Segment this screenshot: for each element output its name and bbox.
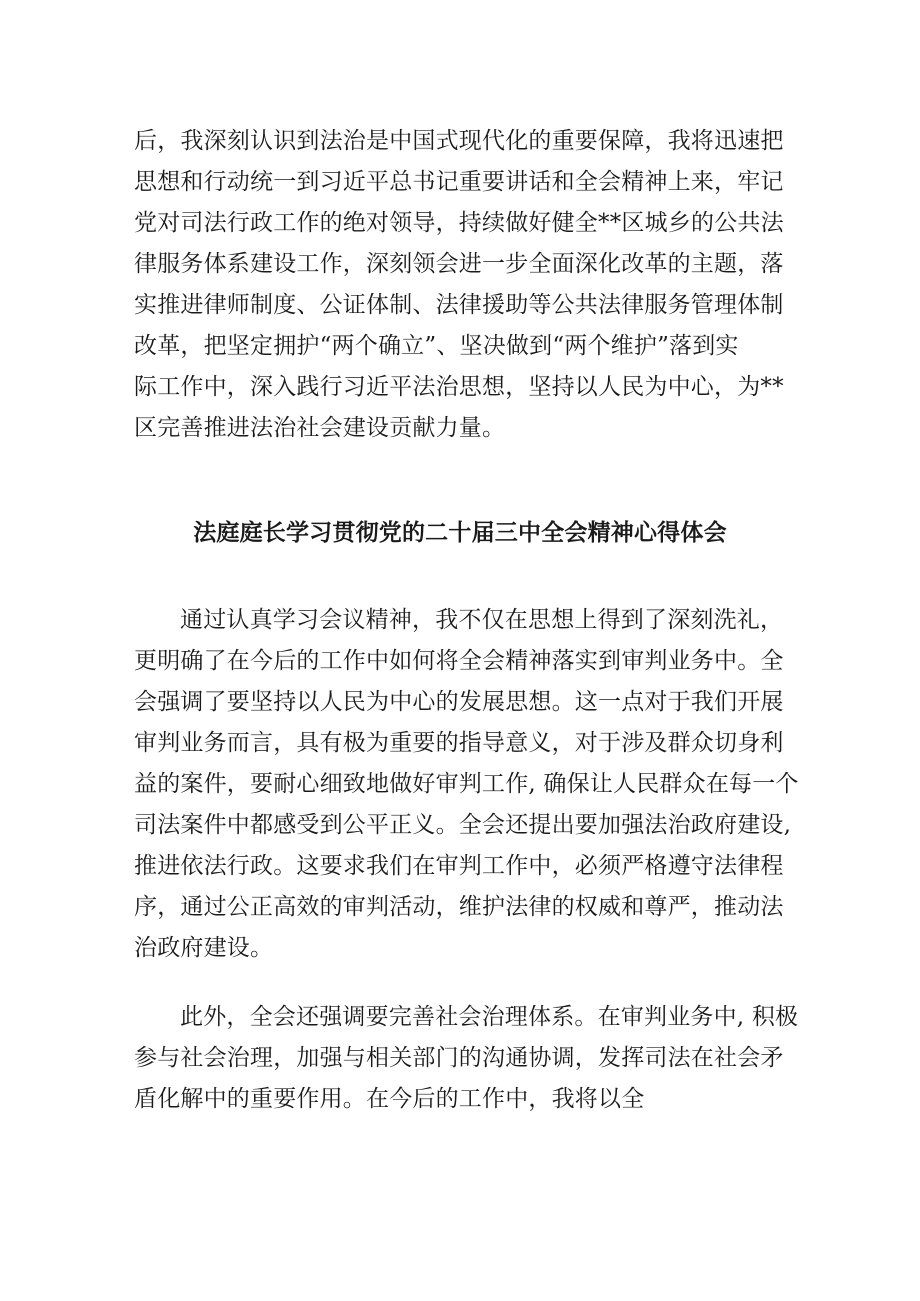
paragraph-line: 实推进律师制度、公证体制、法律援助等公共法律服务管理体制 xyxy=(134,292,784,318)
paragraph-line: 序，通过公正高效的审判活动，维护法律的权威和尊严，推动法 xyxy=(134,894,784,920)
paragraph-line: 改革，把坚定拥护“两个确立”、坚决做到“两个维护”落到实 xyxy=(134,333,739,359)
paragraph-line: 此外，全会还强调要完善社会治理体系。在审判业务中, 积极 xyxy=(180,1004,799,1030)
paragraph-line: 会强调了要坚持以人民为中心的发展思想。这一点对于我们开展 xyxy=(134,689,784,715)
article-title: 法庭庭长学习贯彻党的二十届三中全会精神心得体会 xyxy=(193,519,727,546)
paragraph-line: 更明确了在今后的工作中如何将全会精神落实到审判业务中。全 xyxy=(134,648,784,674)
paragraph-line: 治政府建设。 xyxy=(134,935,274,961)
paragraph-line: 际工作中，深入践行习近平法治思想，坚持以人民为中心，为** xyxy=(134,374,784,400)
paragraph-line: 司法案件中都感受到公平正义。全会还提出要加强法治政府建设, xyxy=(134,812,792,838)
paragraph-line: 参与社会治理，加强与相关部门的沟通协调，发挥司法在社会矛 xyxy=(134,1045,784,1071)
paragraph-line: 党对司法行政工作的绝对领导，持续做好健全**区城乡的公共法 xyxy=(134,210,784,236)
paragraph-line: 后，我深刻认识到法治是中国式现代化的重要保障，我将迅速把 xyxy=(134,128,784,154)
paragraph-line: 区完善推进法治社会建设贡献力量。 xyxy=(134,415,506,441)
paragraph-line: 盾化解中的重要作用。在今后的工作中，我将以全 xyxy=(134,1086,645,1112)
paragraph-line: 通过认真学习会议精神，我不仅在思想上得到了深刻洗礼， xyxy=(180,607,784,633)
paragraph-line: 审判业务而言，具有极为重要的指导意义，对于涉及群众切身利 xyxy=(134,730,784,756)
paragraph-line: 益的案件，要耐心细致地做好审判工作, 确保让人民群众在每一个 xyxy=(134,771,799,797)
paragraph-line: 律服务体系建设工作，深刻领会进一步全面深化改革的主题，落 xyxy=(134,251,784,277)
paragraph-line: 推进依法行政。这要求我们在审判工作中，必须严格遵守法律程 xyxy=(134,853,784,879)
paragraph-line: 思想和行动统一到习近平总书记重要讲话和全会精神上来，牢记 xyxy=(134,169,784,195)
